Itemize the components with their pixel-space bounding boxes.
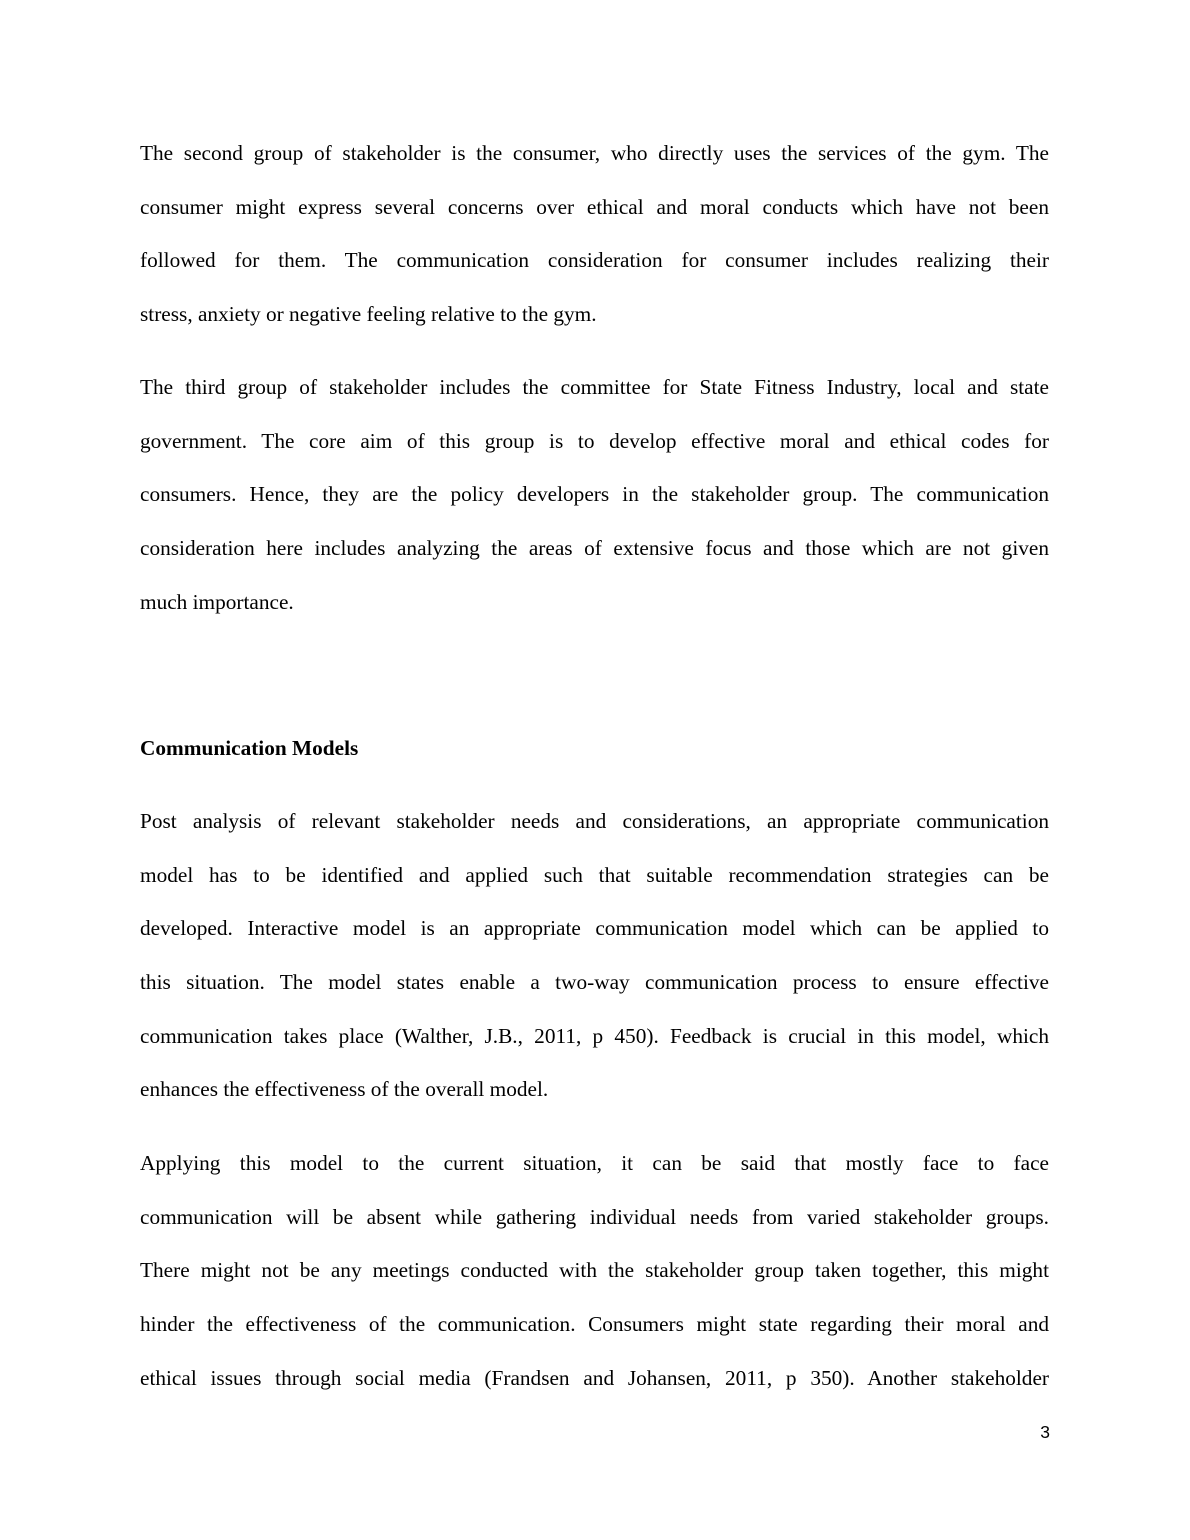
paragraph-line: this situation. The model states enable a two-way communication process to ensure effective (140, 970, 1049, 995)
paragraph-line: The second group of stakeholder is the consumer, who directly uses the services of the gym. The (140, 141, 1049, 165)
page-number: 3 (1040, 1422, 1050, 1442)
paragraph-line: Post analysis of relevant stakeholder needs and considerations, an appropriate communication (140, 809, 1049, 833)
paragraph-third-stakeholder-group (140, 361, 1049, 629)
paragraph-line: much importance. (140, 589, 294, 614)
paragraph-line: consumers. Hence, they are the policy developers in the stakeholder group. The communication (140, 482, 1049, 507)
paragraph-line: government. The core aim of this group is to develop effective moral and ethical codes for (140, 428, 1049, 453)
paragraph-line: followed for them. The communication consideration for consumer includes realizing their (140, 248, 1049, 273)
paragraph-line: communication takes place (Walther, J.B., 2011, p 450). Feedback is crucial in this model, which (140, 1023, 1049, 1048)
paragraph-line: stress, anxiety or negative feeling relative to the gym. (140, 302, 597, 327)
paragraph-consumer-stakeholder (140, 127, 1049, 342)
paragraph-line: communication will be absent while gathering individual needs from varied stakeholder groups. (140, 1204, 1049, 1229)
paragraph-line: model has to be identified and applied such that suitable recommendation strategies can be (140, 862, 1049, 887)
paragraph-interactive-model (140, 795, 1049, 1117)
paragraph-line: consideration here includes analyzing the areas of extensive focus and those which are not given (140, 536, 1049, 561)
paragraph-line: The third group of stakeholder includes the committee for State Fitness Industry, local and state (140, 375, 1049, 399)
paragraph-line: There might not be any meetings conducted with the stakeholder group taken together, this might (140, 1258, 1049, 1283)
paragraph-line: Applying this model to the current situation, it can be said that mostly face to face (140, 1151, 1049, 1175)
paragraph-line: ethical issues through social media (Frandsen and Johansen, 2011, p 350). Another stakeholder (140, 1365, 1049, 1390)
paragraph-line: consumer might express several concerns over ethical and moral conducts which have not been (140, 194, 1049, 219)
section-heading: Communication Models (140, 736, 359, 760)
paragraph-line: developed. Interactive model is an appropriate communication model which can be applied to (140, 916, 1049, 941)
paragraph-line: enhances the effectiveness of the overall model. (140, 1077, 549, 1102)
paragraph-line: hinder the effectiveness of the communication. Consumers might state regarding their moral and (140, 1312, 1049, 1337)
paragraph-model-application (140, 1137, 1049, 1405)
